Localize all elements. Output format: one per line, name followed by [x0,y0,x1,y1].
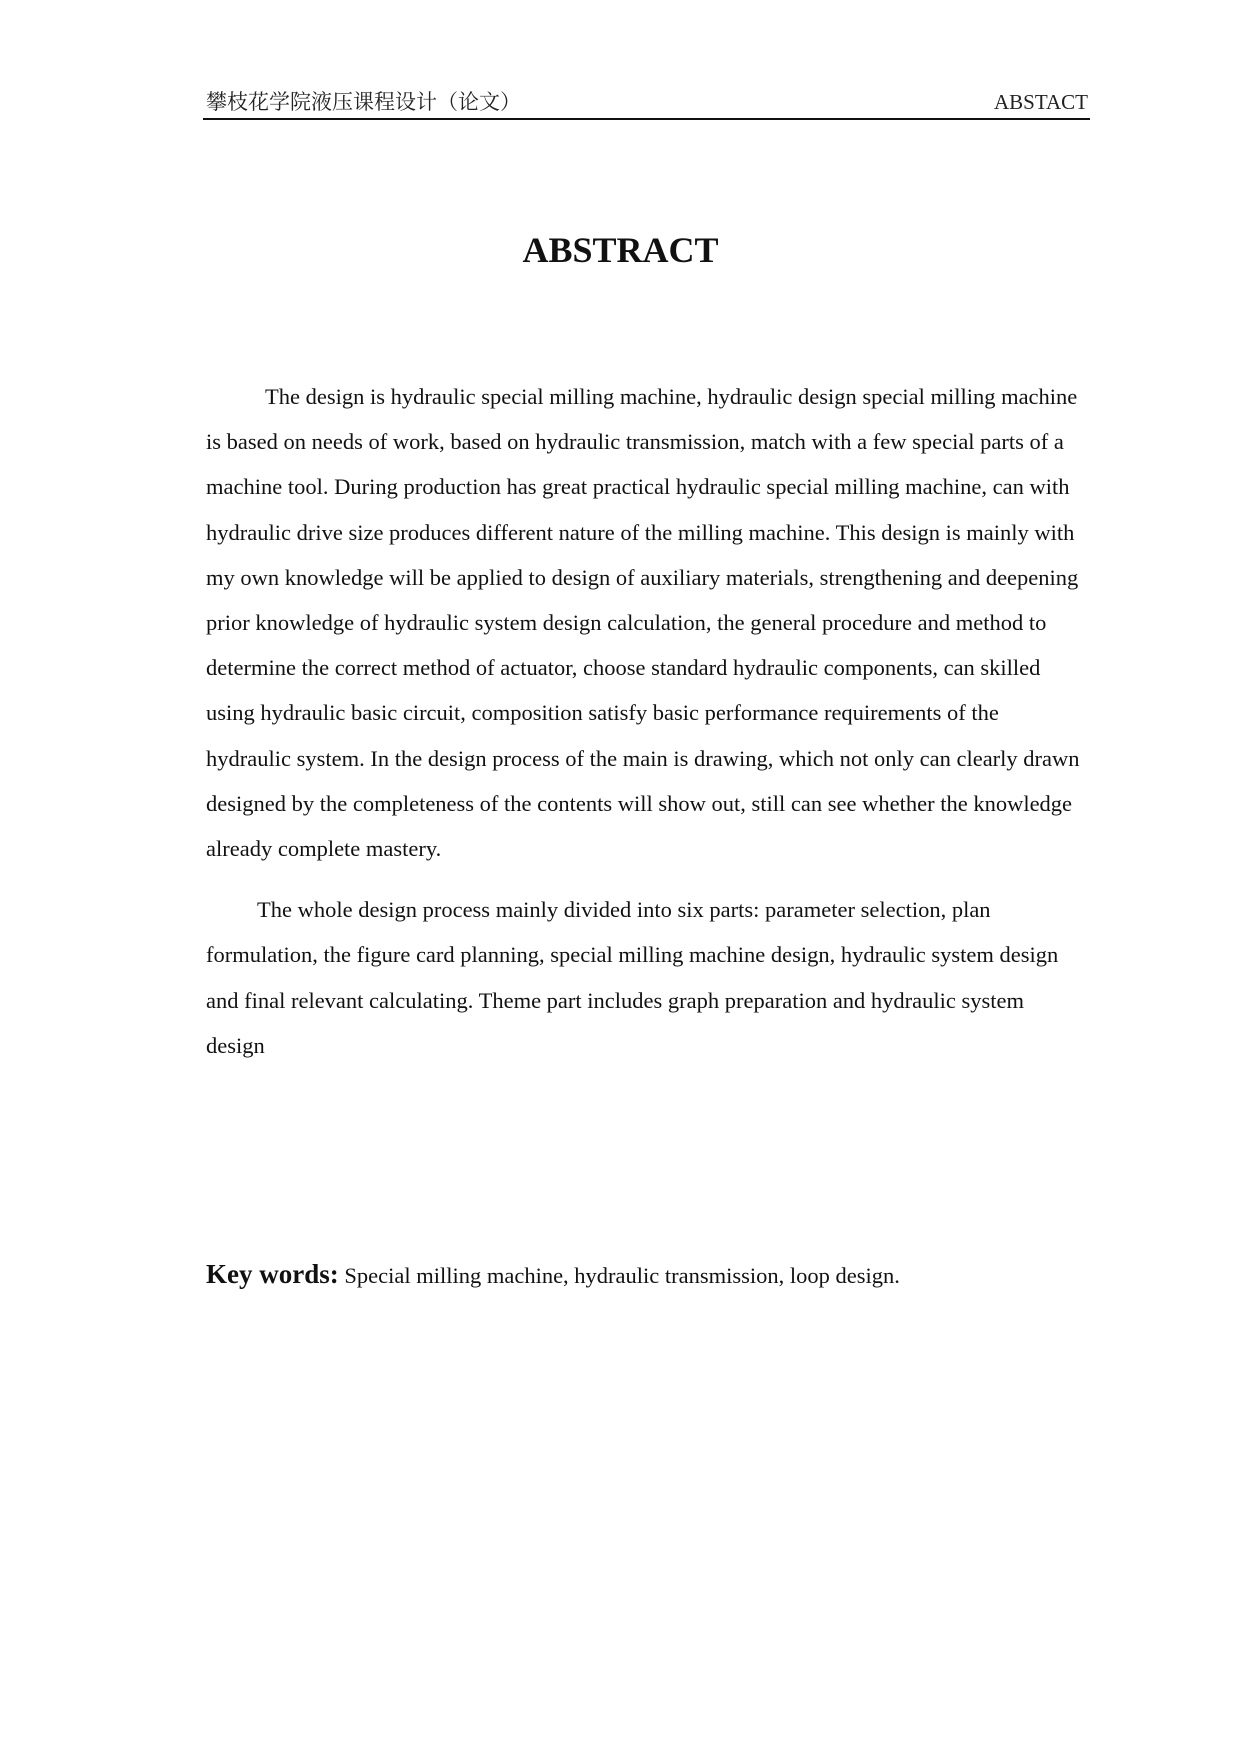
running-header [203,86,1090,120]
abstract-paragraph-2: The whole design process mainly divided into six parts: parameter selection, plan formulation, the figure card planning, special milling machine design, hydraulic system design and final relevant calculating. Theme part includes graph preparation and hydraulic system design [206,897,1059,1058]
page-title: ABSTRACT [522,230,719,270]
keywords-text: Special milling machine, hydraulic transmission, loop design. [344,1263,900,1288]
header-institution-text: 攀枝花学院液压课程设计（论文） [206,90,521,114]
header-section-text: ABSTACT [994,90,1088,114]
abstract-paragraph-1: The design is hydraulic special milling machine, hydraulic design special milling machine is based on needs of work, based on hydraulic transmission, match with a few special parts of a machine tool. During production has great practical hydraulic special milling machine, can with hydraulic drive size produces different nature of the milling machine. This design is mainly with my own knowledge will be applied to design of auxiliary materials, strengthening and deepening prior knowledge of hydraulic system design calculation, the general procedure and method to determine the correct method of actuator, choose standard hydraulic components, can skilled using hydraulic basic circuit, composition satisfy basic performance requirements of the hydraulic system. In the design process of the main is drawing, which not only can clearly drawn designed by the completeness of the contents will show out, still can see whether the knowledge already complete mastery. [206,384,1080,862]
keywords-label: Key words: [206,1259,339,1289]
abstract-body [206,374,1080,1084]
keywords-line [206,1254,1080,1296]
